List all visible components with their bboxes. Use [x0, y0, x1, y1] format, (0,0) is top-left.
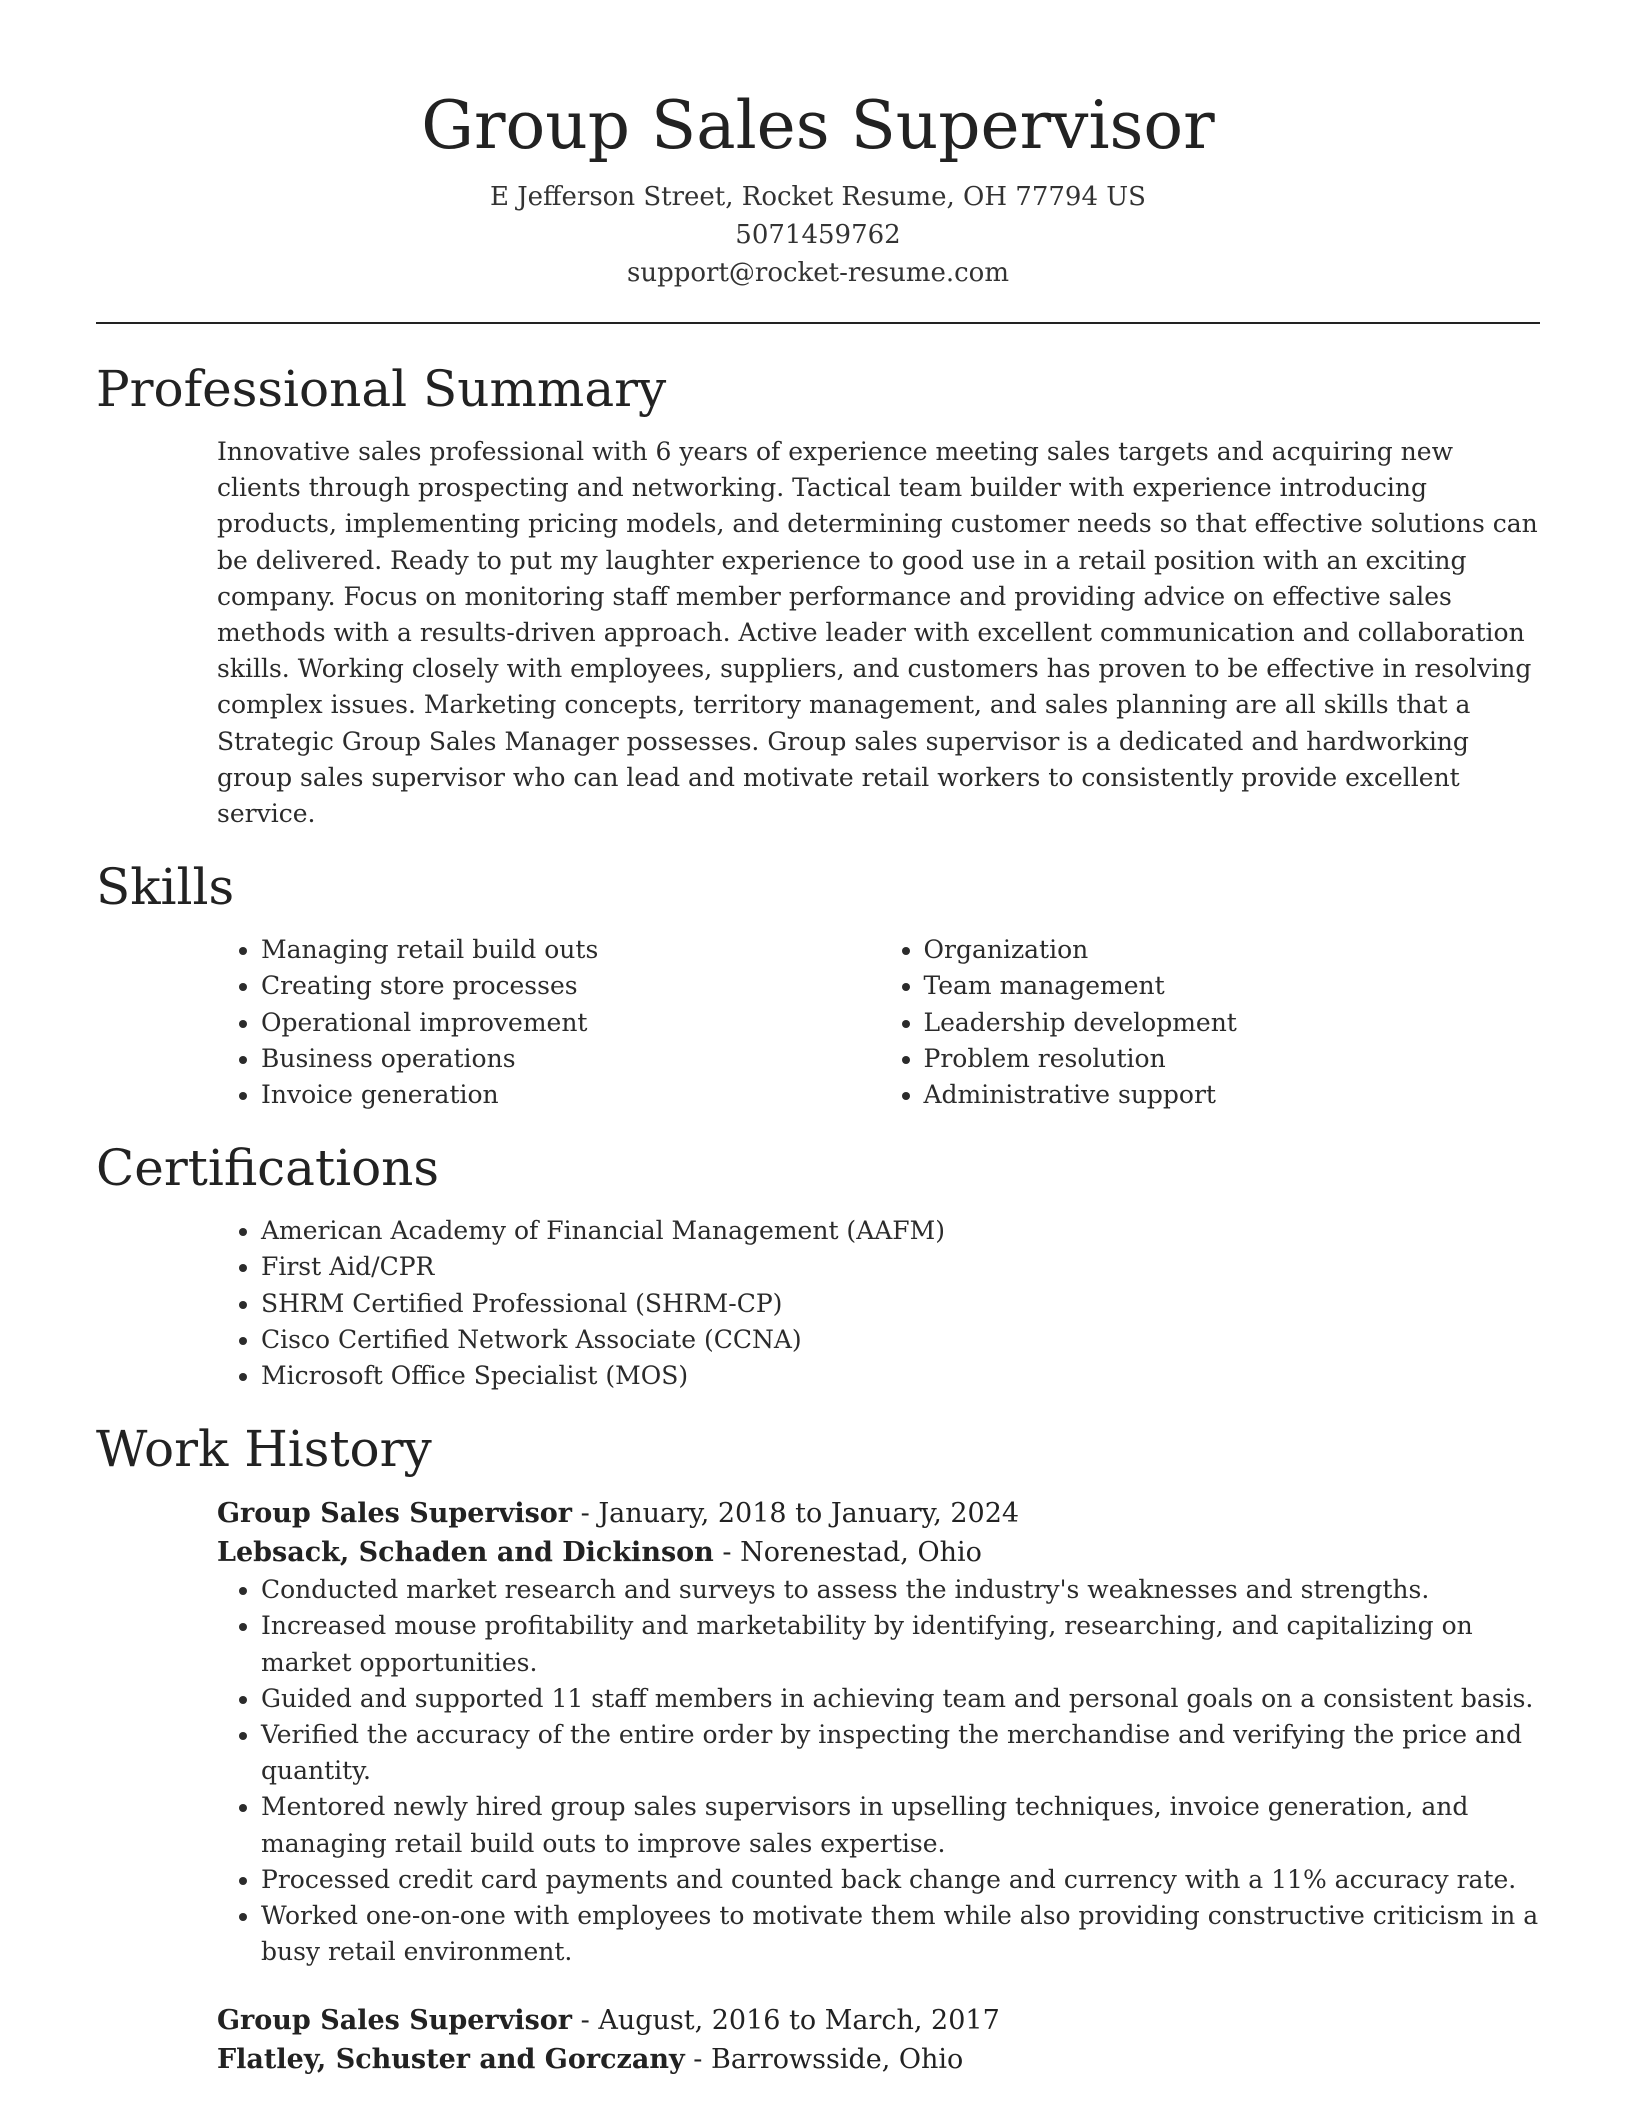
summary-heading: Professional Summary	[96, 360, 667, 418]
skills-section	[96, 856, 1540, 1113]
job-company: Lebsack, Schaden and Dickinson	[217, 1537, 714, 1569]
list-item: • Invoice generation	[261, 1077, 880, 1113]
list-item: • Problem resolution	[924, 1041, 1543, 1077]
job-title-line	[217, 2001, 1542, 2040]
certifications-list	[217, 1213, 1542, 1394]
list-item: • Conducted market research and surveys to assess the industry's weaknesses and strengths.	[261, 1572, 1542, 1608]
certifications-heading: Certifications	[96, 1139, 440, 1198]
list-item: • Leadership development	[924, 1005, 1543, 1041]
header-divider	[96, 322, 1540, 324]
candidate-name: Group Sales Supervisor	[421, 87, 1215, 164]
skills-list-left	[217, 932, 880, 1113]
list-item: • First Aid/CPR	[261, 1249, 1542, 1285]
summary-section	[96, 358, 1540, 832]
list-item: • Worked one-on-one with employees to motivate them while also providing constructive criticism in a busy retail environment.	[261, 1898, 1542, 1970]
skills-heading: Skills	[96, 858, 235, 917]
contact-block	[96, 178, 1540, 292]
list-item: • Processed credit card payments and counted back change and currency with a 11% accuracy rate.	[261, 1862, 1542, 1898]
job-entry	[217, 1494, 1542, 1970]
job-dates: - August, 2016 to March, 2017	[572, 2004, 1000, 2036]
job-duties-list	[217, 1572, 1542, 1970]
list-item: • Operational improvement	[261, 1005, 880, 1041]
resume-header	[96, 0, 1540, 292]
list-item: • Business operations	[261, 1041, 880, 1077]
job-dates: - January, 2018 to January, 2024	[572, 1498, 1020, 1530]
list-item: • Microsoft Office Specialist (MOS)	[261, 1358, 1542, 1394]
list-item: • Team management	[924, 968, 1543, 1004]
work-history-section	[96, 1418, 1540, 2078]
skills-list-right	[880, 932, 1543, 1113]
list-item: • Mentored newly hired group sales supervisors in upselling techniques, invoice generation, and managing retail build outs to improve sales expertise.	[261, 1789, 1542, 1861]
resume-page	[96, 0, 1540, 2079]
job-company-line	[217, 1533, 1542, 1572]
job-entry	[217, 2001, 1542, 2079]
job-company-line	[217, 2040, 1542, 2079]
job-location: - Barrowsside, Ohio	[684, 2043, 964, 2075]
job-role: Group Sales Supervisor	[217, 1498, 573, 1530]
contact-address: E Jefferson Street, Rocket Resume, OH 77794 US	[489, 182, 1146, 212]
list-item: • Increased mouse profitability and marketability by identifying, researching, and capitalizing on market opportunities.	[261, 1608, 1542, 1680]
list-item: • Verified the accuracy of the entire order by inspecting the merchandise and verifying the price and quantity.	[261, 1717, 1542, 1789]
summary-text: Innovative sales professional with 6 years of experience meeting sales targets and acquiring new clients through prospecting and networking. Tactical team builder with experience introducing products, implementing pricing models, and determining customer needs so that effective solutions can be delivered. Ready to put my laughter experience to good use in a retail position with an exciting company. Focus on monitoring staff member performance and providing advice on effective sales methods with a results-driven approach. Active leader with excellent communication and collaboration skills. Working closely with employees, suppliers, and customers has proven to be effective in resolving complex issues. Marketing concepts, territory management, and sales planning are all skills that a Strategic Group Sales Manager possesses. Group sales supervisor is a dedicated and hardworking group sales supervisor who can lead and motivate retail workers to consistently provide excellent service.	[217, 437, 1538, 829]
list-item: • American Academy of Financial Management (AAFM)	[261, 1213, 1542, 1249]
certifications-section	[96, 1137, 1540, 1394]
skills-columns	[217, 932, 1542, 1113]
work-history-heading: Work History	[96, 1420, 432, 1479]
job-role: Group Sales Supervisor	[217, 2004, 573, 2036]
contact-email: support@rocket-resume.com	[626, 258, 1009, 288]
job-title-line	[217, 1494, 1542, 1533]
list-item: • Administrative support	[924, 1077, 1543, 1113]
contact-phone: 5071459762	[735, 220, 901, 250]
list-item: • Organization	[924, 932, 1543, 968]
list-item: • Creating store processes	[261, 968, 880, 1004]
list-item: • SHRM Certified Professional (SHRM-CP)	[261, 1286, 1542, 1322]
job-location: - Norenestad, Ohio	[713, 1537, 982, 1569]
list-item: • Managing retail build outs	[261, 932, 880, 968]
job-company: Flatley, Schuster and Gorczany	[217, 2043, 685, 2075]
list-item: • Guided and supported 11 staff members in achieving team and personal goals on a consistent basis.	[261, 1681, 1542, 1717]
list-item: • Cisco Certified Network Associate (CCNA)	[261, 1322, 1542, 1358]
